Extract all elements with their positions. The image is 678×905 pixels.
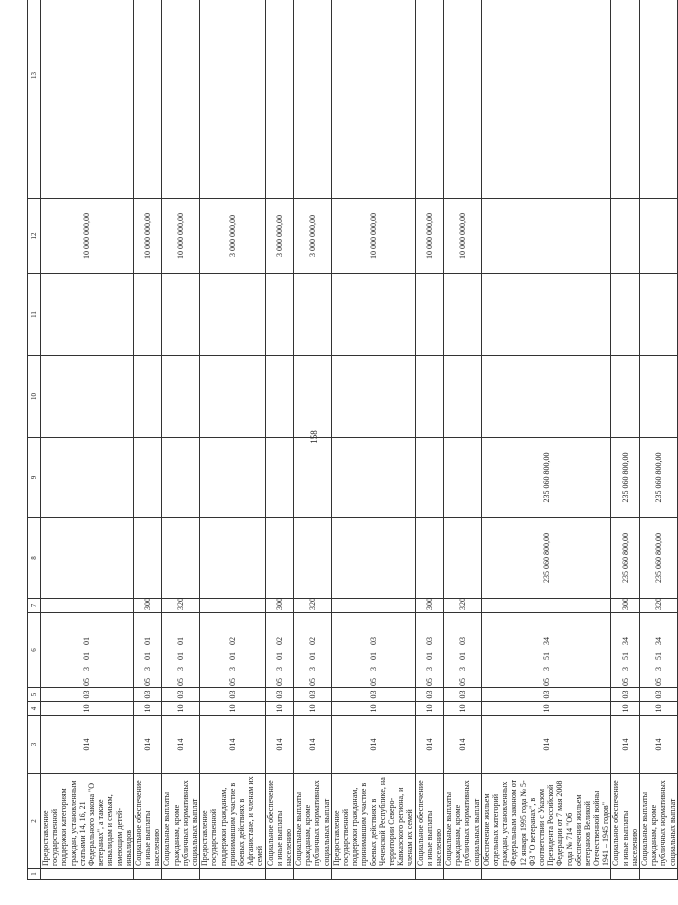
subsection-code-cell: 03	[200, 688, 265, 702]
subsection-code-cell: 03	[331, 688, 415, 702]
column-number: 4	[28, 702, 41, 716]
amount-cell-11	[294, 274, 332, 356]
amount-cell-10	[640, 356, 678, 438]
amount-cell-11	[162, 274, 200, 356]
target-article-part: 01	[368, 652, 378, 660]
amount-cell-12	[611, 199, 640, 274]
expense-type-cell: 300	[611, 599, 640, 613]
amount-cell-13	[265, 0, 294, 199]
amount-cell-11	[640, 274, 678, 356]
table-row	[162, 0, 200, 880]
section-code-cell: 10	[415, 702, 444, 716]
row-index-cell	[481, 869, 611, 880]
target-article-cell	[294, 613, 332, 688]
amount-cell-11	[415, 274, 444, 356]
target-article-cell	[200, 613, 265, 688]
column-number: 8	[28, 518, 41, 599]
amount-cell-11	[265, 274, 294, 356]
ministry-code-cell: 014	[200, 716, 265, 774]
expense-type-cell: 320	[162, 599, 200, 613]
row-name-cell: Социальное обеспечение и иные выплаты населению	[415, 774, 444, 869]
section-code-cell: 10	[133, 702, 162, 716]
target-article-part: 05	[82, 678, 92, 686]
table-row	[265, 0, 294, 880]
row-name-cell: Социальные выплаты гражданам, кроме публичных нормативных социальных выплат	[294, 774, 332, 869]
table-row	[331, 0, 415, 880]
row-name-cell: Социальные выплаты гражданам, кроме публичных нормативных социальных выплат	[162, 774, 200, 869]
target-article-cell	[41, 613, 134, 688]
amount-cell-12	[481, 199, 611, 274]
amount-cell-13	[294, 0, 332, 199]
amount-cell-13	[200, 0, 265, 199]
target-article-part: 05	[274, 678, 284, 686]
target-article-part: 01	[457, 652, 467, 660]
amount-cell-12: 3 000 000,00	[265, 199, 294, 274]
amount-cell-12	[640, 199, 678, 274]
section-code-cell: 10	[481, 702, 611, 716]
target-article-part: 03	[368, 637, 378, 645]
target-article-part: 01	[274, 652, 284, 660]
subsection-code-cell: 03	[41, 688, 134, 702]
target-article-part: 01	[82, 637, 92, 645]
table-row	[133, 0, 162, 880]
amount-cell-9	[200, 438, 265, 518]
target-article-part: 51	[653, 652, 663, 660]
amount-cell-9: 235 060 800,00	[481, 438, 611, 518]
target-article-part: 3	[82, 667, 92, 671]
amount-cell-8: 235 060 800,00	[640, 518, 678, 599]
ministry-code-cell: 014	[265, 716, 294, 774]
expense-type-cell: 320	[444, 599, 482, 613]
table-row	[415, 0, 444, 880]
subsection-code-cell: 03	[640, 688, 678, 702]
target-article-part: 01	[176, 652, 186, 660]
row-index-cell	[265, 869, 294, 880]
expense-type-cell	[481, 599, 611, 613]
amount-cell-13	[331, 0, 415, 199]
amount-cell-8	[444, 518, 482, 599]
target-article-part: 3	[620, 667, 630, 671]
target-article-part: 02	[307, 637, 317, 645]
amount-cell-13	[611, 0, 640, 199]
row-index-cell	[415, 869, 444, 880]
amount-cell-13	[41, 0, 134, 199]
ministry-code-cell: 014	[481, 716, 611, 774]
row-index-cell	[294, 869, 332, 880]
amount-cell-11	[481, 274, 611, 356]
table-row	[481, 0, 611, 880]
table-row	[200, 0, 265, 880]
amount-cell-10	[611, 356, 640, 438]
amount-cell-10	[265, 356, 294, 438]
ministry-code-cell: 014	[415, 716, 444, 774]
ministry-code-cell: 014	[331, 716, 415, 774]
column-number: 1	[28, 869, 41, 880]
target-article-cell	[444, 613, 482, 688]
row-index-cell	[41, 869, 134, 880]
row-name-cell: Социальные выплаты гражданам, кроме публичных нормативных социальных выплат	[640, 774, 678, 869]
amount-cell-9	[133, 438, 162, 518]
column-number: 3	[28, 716, 41, 774]
amount-cell-10	[415, 356, 444, 438]
amount-cell-9	[331, 438, 415, 518]
table-body	[41, 0, 678, 880]
target-article-part: 03	[424, 637, 434, 645]
row-name-cell: Социальные выплаты гражданам, кроме публичных нормативных социальных выплат	[444, 774, 482, 869]
amount-cell-10	[162, 356, 200, 438]
column-number: 7	[28, 599, 41, 613]
target-article-part: 03	[457, 637, 467, 645]
amount-cell-8	[265, 518, 294, 599]
amount-cell-9	[41, 438, 134, 518]
subsection-code-cell: 03	[611, 688, 640, 702]
subsection-code-cell: 03	[444, 688, 482, 702]
subsection-code-cell: 03	[265, 688, 294, 702]
target-article-part: 01	[143, 637, 153, 645]
row-name-cell: Предоставление государственной поддержки категориям граждан, установленным статьями 14, 16, 21 Федерального закона "О ветеранах", а также инвалидам и семьям, имеющим детей-инвалидов	[41, 774, 134, 869]
row-index-cell	[162, 869, 200, 880]
amount-cell-10	[444, 356, 482, 438]
amount-cell-8: 235 060 800,00	[611, 518, 640, 599]
row-index-cell	[200, 869, 265, 880]
target-article-part: 02	[274, 637, 284, 645]
row-index-cell	[611, 869, 640, 880]
amount-cell-9	[162, 438, 200, 518]
amount-cell-13	[640, 0, 678, 199]
amount-cell-8	[41, 518, 134, 599]
target-article-part: 34	[653, 637, 663, 645]
target-article-part: 05	[620, 678, 630, 686]
expense-type-cell: 320	[294, 599, 332, 613]
target-article-part: 3	[541, 667, 551, 671]
row-name-cell: Социальное обеспечение и иные выплаты населению	[133, 774, 162, 869]
amount-cell-9: 235 060 800,00	[611, 438, 640, 518]
target-article-part: 3	[424, 667, 434, 671]
ministry-code-cell: 014	[611, 716, 640, 774]
target-article-part: 3	[653, 667, 663, 671]
amount-cell-11	[331, 274, 415, 356]
amount-cell-10	[481, 356, 611, 438]
amount-cell-11	[41, 274, 134, 356]
amount-cell-13	[444, 0, 482, 199]
expense-type-cell: 300	[415, 599, 444, 613]
row-name-cell: Социальное обеспечение и иные выплаты населению	[611, 774, 640, 869]
amount-cell-8	[331, 518, 415, 599]
target-article-part: 05	[368, 678, 378, 686]
target-article-cell	[481, 613, 611, 688]
amount-cell-12: 10 000 000,00	[415, 199, 444, 274]
amount-cell-11	[444, 274, 482, 356]
target-article-part: 3	[227, 667, 237, 671]
ministry-code-cell: 014	[41, 716, 134, 774]
amount-cell-10	[133, 356, 162, 438]
budget-table	[27, 0, 678, 880]
row-index-cell	[331, 869, 415, 880]
amount-cell-8: 235 060 800,00	[481, 518, 611, 599]
target-article-cell	[162, 613, 200, 688]
target-article-part: 02	[227, 637, 237, 645]
target-article-part: 01	[82, 652, 92, 660]
amount-cell-11	[200, 274, 265, 356]
column-number: 2	[28, 774, 41, 869]
amount-cell-8	[162, 518, 200, 599]
target-article-part: 3	[307, 667, 317, 671]
row-name-cell: Обеспечение жильем отдельных категорий граждан, установленных Федеральным законом от 12 января 1995 года № 5-ФЗ "О ветеранах", в соответствии с Указом Президента Российской Федерации от 7 мая 2008 года № 714 "Об обеспечении жильем ветеранов Великой Отечественной войны 1941 – 1945 годов"	[481, 774, 611, 869]
amount-cell-11	[611, 274, 640, 356]
amount-cell-11	[133, 274, 162, 356]
row-name-cell: Социальное обеспечение и иные выплаты населению	[265, 774, 294, 869]
column-number: 9	[28, 438, 41, 518]
amount-cell-10	[41, 356, 134, 438]
target-article-cell	[611, 613, 640, 688]
column-number: 12	[28, 199, 41, 274]
target-article-part: 05	[457, 678, 467, 686]
subsection-code-cell: 03	[133, 688, 162, 702]
table-row	[611, 0, 640, 880]
amount-cell-10	[200, 356, 265, 438]
target-article-part: 01	[227, 652, 237, 660]
table-row	[294, 0, 332, 880]
target-article-part: 01	[424, 652, 434, 660]
column-number: 5	[28, 688, 41, 702]
rotated-table-container	[27, 28, 677, 880]
target-article-part: 01	[176, 637, 186, 645]
target-article-part: 05	[307, 678, 317, 686]
column-number-header-row	[28, 0, 41, 880]
amount-cell-12: 10 000 000,00	[162, 199, 200, 274]
amount-cell-9: 235 060 800,00	[640, 438, 678, 518]
amount-cell-9	[415, 438, 444, 518]
column-number: 6	[28, 613, 41, 688]
row-name-cell: Предоставление государственной поддержки гражданам, принимавшим участие в боевых действиях в Чеченской Республике, на территории Северо-Кавказского региона, и членам их семей	[331, 774, 415, 869]
subsection-code-cell: 03	[294, 688, 332, 702]
table-row	[640, 0, 678, 880]
subsection-code-cell: 03	[162, 688, 200, 702]
target-article-cell	[265, 613, 294, 688]
ministry-code-cell: 014	[133, 716, 162, 774]
section-code-cell: 10	[162, 702, 200, 716]
amount-cell-8	[200, 518, 265, 599]
target-article-part: 34	[541, 637, 551, 645]
amount-cell-12: 10 000 000,00	[41, 199, 134, 274]
expense-type-cell	[41, 599, 134, 613]
expense-type-cell: 300	[265, 599, 294, 613]
page-number: 158	[308, 430, 319, 444]
amount-cell-10	[331, 356, 415, 438]
target-article-part: 34	[620, 637, 630, 645]
amount-cell-8	[294, 518, 332, 599]
row-name-cell: Предоставление государственной поддержки гражданам, принимавшим участие в боевых действиях в Афганистане, и членам их семей	[200, 774, 265, 869]
target-article-cell	[331, 613, 415, 688]
target-article-part: 01	[307, 652, 317, 660]
amount-cell-13	[162, 0, 200, 199]
amount-cell-12: 3 000 000,00	[200, 199, 265, 274]
target-article-part: 05	[176, 678, 186, 686]
section-code-cell: 10	[294, 702, 332, 716]
amount-cell-12: 3 000 000,00	[294, 199, 332, 274]
ministry-code-cell: 014	[444, 716, 482, 774]
target-article-part: 51	[620, 652, 630, 660]
section-code-cell: 10	[611, 702, 640, 716]
target-article-part: 05	[143, 678, 153, 686]
amount-cell-8	[415, 518, 444, 599]
target-article-part: 01	[143, 652, 153, 660]
amount-cell-8	[133, 518, 162, 599]
target-article-part: 05	[653, 678, 663, 686]
target-article-cell	[133, 613, 162, 688]
target-article-part: 05	[227, 678, 237, 686]
amount-cell-13	[481, 0, 611, 199]
ministry-code-cell: 014	[640, 716, 678, 774]
amount-cell-12: 10 000 000,00	[331, 199, 415, 274]
amount-cell-9	[265, 438, 294, 518]
amount-cell-10	[294, 356, 332, 438]
ministry-code-cell: 014	[162, 716, 200, 774]
section-code-cell: 10	[640, 702, 678, 716]
ministry-code-cell: 014	[294, 716, 332, 774]
target-article-part: 3	[368, 667, 378, 671]
target-article-part: 3	[274, 667, 284, 671]
amount-cell-9	[444, 438, 482, 518]
target-article-part: 3	[176, 667, 186, 671]
amount-cell-12: 10 000 000,00	[444, 199, 482, 274]
target-article-cell	[415, 613, 444, 688]
section-code-cell: 10	[331, 702, 415, 716]
column-number: 11	[28, 274, 41, 356]
expense-type-cell: 320	[640, 599, 678, 613]
target-article-cell	[640, 613, 678, 688]
target-article-part: 51	[541, 652, 551, 660]
section-code-cell: 10	[41, 702, 134, 716]
table-row	[444, 0, 482, 880]
target-article-part: 05	[541, 678, 551, 686]
target-article-part: 3	[457, 667, 467, 671]
subsection-code-cell: 03	[415, 688, 444, 702]
row-index-cell	[133, 869, 162, 880]
section-code-cell: 10	[444, 702, 482, 716]
target-article-part: 3	[143, 667, 153, 671]
table-row	[41, 0, 134, 880]
amount-cell-9	[294, 438, 332, 518]
amount-cell-13	[415, 0, 444, 199]
target-article-part: 05	[424, 678, 434, 686]
expense-type-cell	[200, 599, 265, 613]
expense-type-cell: 300	[133, 599, 162, 613]
section-code-cell: 10	[200, 702, 265, 716]
amount-cell-12: 10 000 000,00	[133, 199, 162, 274]
column-number: 13	[28, 0, 41, 199]
subsection-code-cell: 03	[481, 688, 611, 702]
section-code-cell: 10	[265, 702, 294, 716]
expense-type-cell	[331, 599, 415, 613]
row-index-cell	[640, 869, 678, 880]
column-number: 10	[28, 356, 41, 438]
amount-cell-13	[133, 0, 162, 199]
row-index-cell	[444, 869, 482, 880]
